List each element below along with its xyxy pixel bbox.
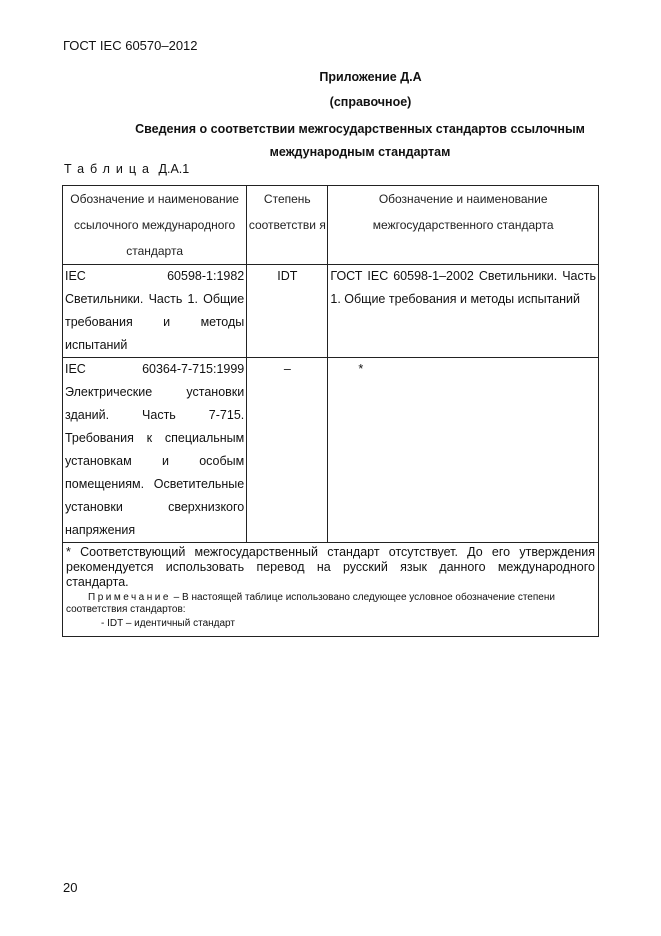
footnote: * Соответствующий межгосударственный стандарт отсутствует. До его утверждения рекомендуется использовать перевод на русский язык данного международного стандарта. [66,545,595,589]
row-interstate-standard: * [328,358,599,543]
note-item: - IDT – идентичный стандарт [101,618,235,629]
page-number: 20 [63,880,78,895]
appendix-title: Приложение Д.А [319,70,422,84]
row-reference-standard: IEC 60364-7-715:1999 Электрические установки зданий. Часть 7-715. Требования к специальным установкам и особым помещениям. Осветительные установки сверхнизкого напряжения [63,358,247,543]
note-text: – В настоящей таблице использовано следующее условное обозначение степени соответствия стандартов: [66,592,555,615]
table-label [64,162,189,176]
table-header-row [63,186,599,265]
appendix-heading-line2: международным стандартам [269,145,451,159]
table-row [63,265,599,358]
row-degree: IDT [247,265,328,358]
appendix-heading [60,118,660,164]
appendix-heading-line1: Сведения о соответствии межгосударственных стандартов ссылочным [135,122,585,136]
row-interstate-standard: ГОСТ IEC 60598-1–2002 Светильники. Часть 1. Общие требования и методы испытаний [328,265,599,358]
header-reference-standard: Обозначение и наименование ссылочного международного стандарта [63,186,247,265]
standards-table [62,185,599,637]
header-interstate-standard: Обозначение и наименование межгосударственного стандарта [328,186,599,265]
table-notes [63,543,599,637]
row-reference-standard: IEC 60598-1:1982 Светильники. Часть 1. Общие требования и методы испытаний [63,265,247,358]
header-degree: Степень соответстви я [247,186,328,265]
appendix-subtitle: (справочное) [329,95,412,109]
note-word: Примечание [88,592,171,603]
table-label-number: Д.А.1 [158,162,190,176]
table-notes-row [63,543,599,637]
note [66,592,595,616]
document-header: ГОСТ IEC 60570–2012 [63,38,198,53]
row-degree: – [247,358,328,543]
table-label-word: Таблица [64,162,156,176]
table-row [63,358,599,543]
